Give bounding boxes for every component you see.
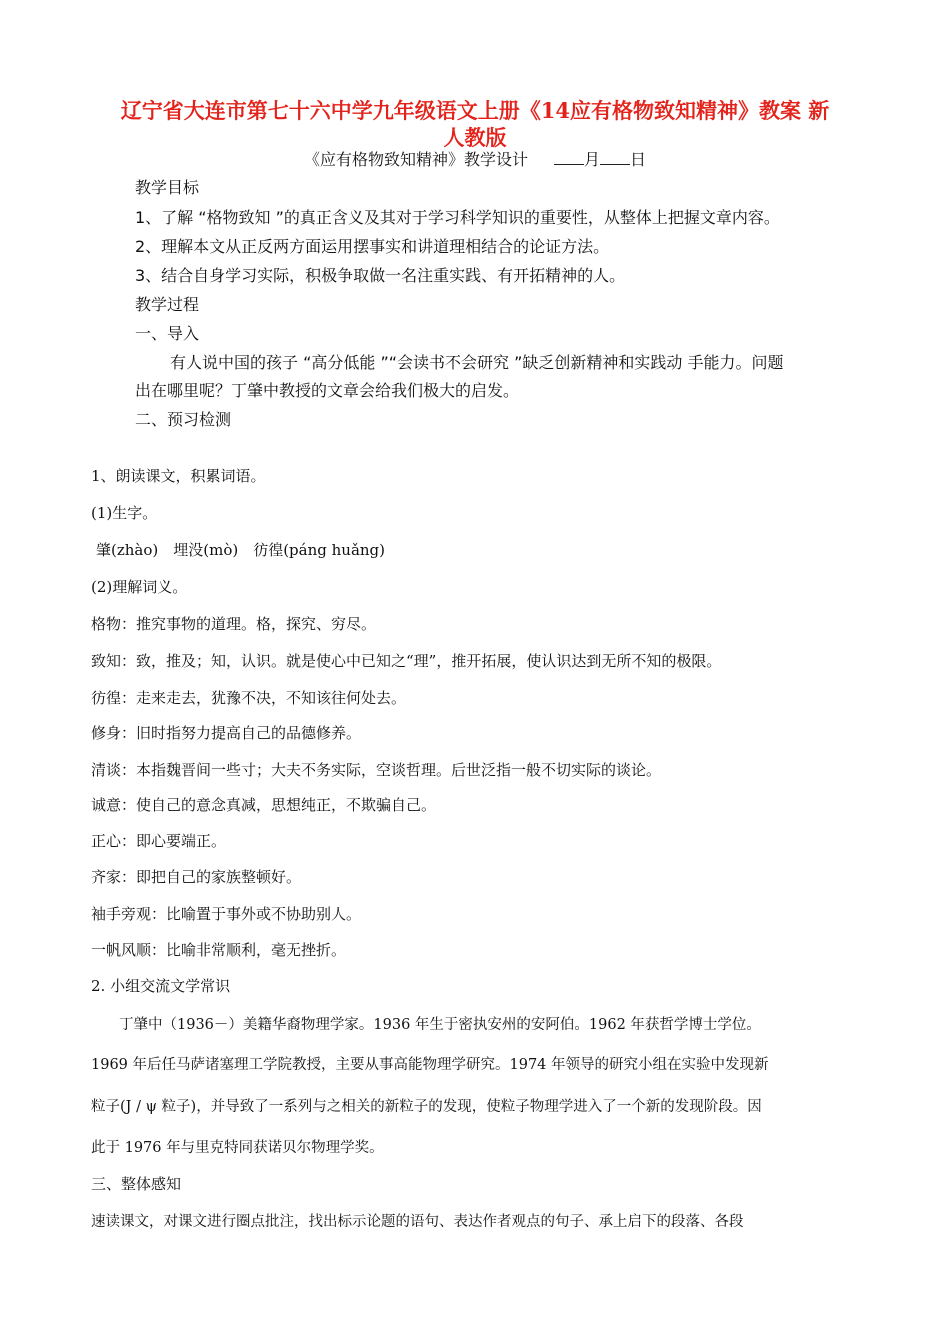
chars-list: 肇(zhào) 埋没(mò) 彷徨(páng huǎng) <box>96 541 386 559</box>
intro-paragraph-line: 有人说中国的孩子 “高分低能 ”“会读书不会研究 ”缺乏创新精神和实践动 手能力。问题 <box>170 353 784 372</box>
chars-label: (1)生字。 <box>91 504 158 522</box>
bio-paragraph-line: 丁肇中（1936－）美籍华裔物理学家。1936 年生于密执安州的安阿伯。1962 年获哲学博士学位。 <box>119 1017 761 1033</box>
word-definition: 清谈：本指魏晋间一些寸；大夫不务实际，空谈哲理。后世泛指一般不切实际的谈论。 <box>91 761 662 779</box>
preview-item-1: 1、朗读课文，积累词语。 <box>91 467 266 485</box>
day-label: 日 <box>630 150 647 169</box>
intro-heading: 一、导入 <box>135 324 200 343</box>
bio-paragraph-line: 1969 年后任马萨诸塞理工学院教授，主要从事高能物理学研究。1974 年领导的研究小组在实验中发现新 <box>91 1057 769 1073</box>
word-definition: 正心：即心要端正。 <box>91 832 227 850</box>
document-title <box>95 97 855 151</box>
word-definition: 袖手旁观：比喻置于事外或不协助别人。 <box>91 905 362 923</box>
word-definition: 致知：致，推及；知，认识。就是使心中已知之“理”，推开拓展，使认识达到无所不知的极限。 <box>91 652 722 670</box>
process-heading: 教学过程 <box>135 295 200 314</box>
title-line-1: 辽宁省大连市第七十六中学九年级语文上册《14应有格物致知精神》教案 新 <box>120 98 830 123</box>
word-definition: 彷徨：走来走去，犹豫不决，不知该往何处去。 <box>91 689 407 707</box>
bio-paragraph-line: 粒子(J / ψ 粒子)，并导致了一系列与之相关的新粒子的发现，使粒子物理学进入了一个新的发现阶段。因 <box>91 1099 762 1115</box>
goal-item: 1、了解 “格物致知 ”的真正含义及其对于学习科学知识的重要性，从整体上把握文章内容。 <box>135 208 780 227</box>
month-blank <box>554 150 584 165</box>
title-line-2: 人教版 <box>443 125 507 150</box>
word-definition: 修身：旧时指努力提高自己的品德修养。 <box>91 724 362 742</box>
bio-paragraph-line: 此于 1976 年与里克特同获诺贝尔物理学奖。 <box>91 1140 384 1156</box>
day-blank <box>600 150 630 165</box>
overall-heading: 三、整体感知 <box>91 1175 182 1193</box>
goals-heading: 教学目标 <box>135 178 200 197</box>
word-definition: 一帆风顺：比喻非常顺利，毫无挫折。 <box>91 941 347 959</box>
month-label: 月 <box>583 150 600 169</box>
subtitle-text: 《应有格物致知精神》教学设计 <box>303 150 528 169</box>
lesson-subtitle <box>95 150 855 170</box>
preview-heading: 二、预习检测 <box>135 410 232 429</box>
intro-paragraph-line: 出在哪里呢？丁肇中教授的文章会给我们极大的启发。 <box>135 381 520 400</box>
goal-item: 3、结合自身学习实际，积极争取做一名注重实践、有开拓精神的人。 <box>135 266 626 285</box>
goal-item: 2、理解本文从正反两方面运用摆事实和讲道理相结合的论证方法。 <box>135 237 610 256</box>
word-definition: 格物：推究事物的道理。格，探究、穷尽。 <box>91 615 377 633</box>
word-definition: 齐家：即把自己的家族整顿好。 <box>91 868 302 886</box>
meanings-label: (2)理解词义。 <box>91 578 188 596</box>
overall-paragraph-line: 速读课文，对课文进行圈点批注，找出标示论题的语句、表达作者观点的句子、承上启下的段落、各段 <box>91 1214 744 1230</box>
word-definition: 诚意：使自己的意念真减，思想纯正，不欺骗自己。 <box>91 796 437 814</box>
preview-item-2: 2. 小组交流文学常识 <box>91 977 231 995</box>
